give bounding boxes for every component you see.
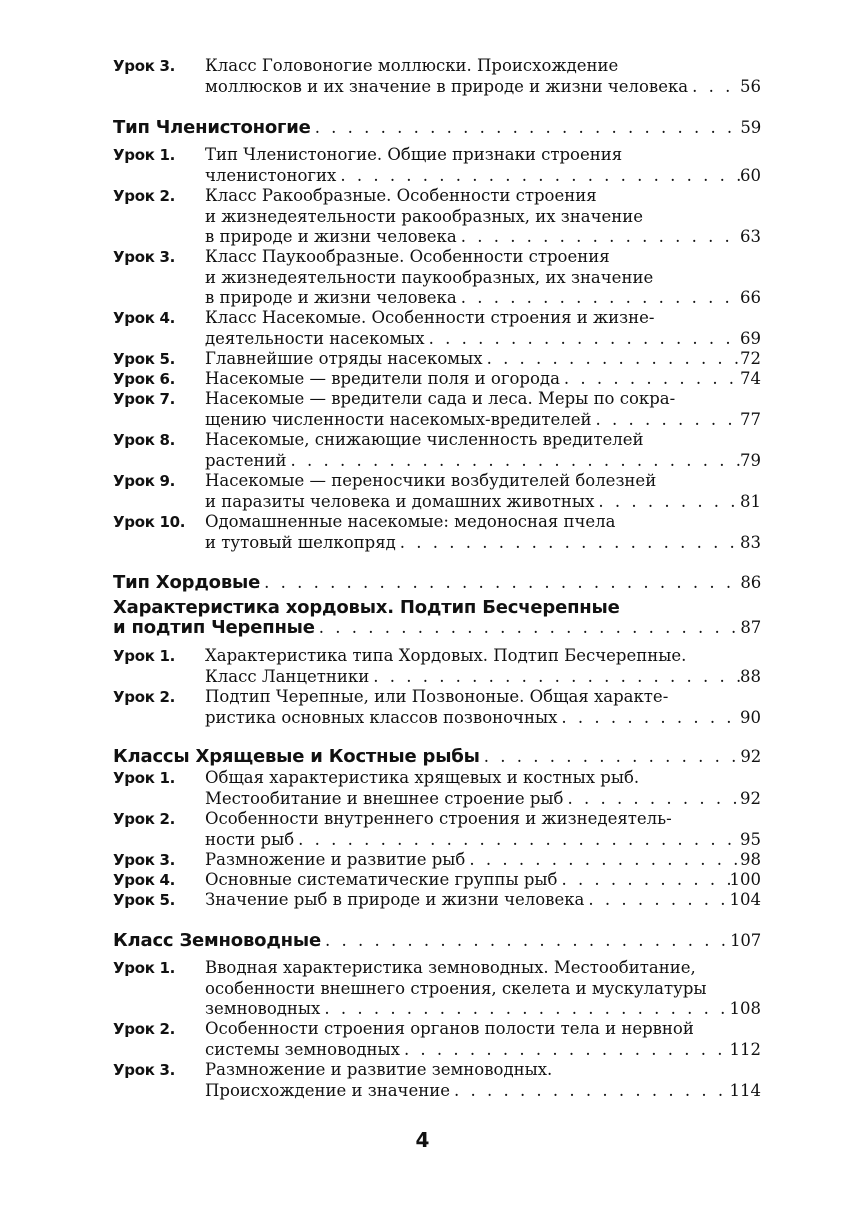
entry-text-line: Особенности внутреннего строения и жизнедеятель- <box>205 809 672 828</box>
toc-entry-lesson <box>113 512 761 553</box>
section-title: и подтип Черепные <box>113 617 315 638</box>
entry-text-line: растений <box>205 450 287 470</box>
leader-dots <box>321 931 730 951</box>
lesson-label: Урок 1. <box>113 146 176 164</box>
lesson-label: Урок 1. <box>113 769 176 787</box>
lesson-label: Урок 1. <box>113 647 176 665</box>
lesson-label: Урок 7. <box>113 390 176 408</box>
entry-text-line: моллюсков и их значение в природе и жизни человека <box>205 76 689 96</box>
toc-entry-lesson <box>113 809 761 850</box>
toc-section-heading <box>113 118 761 138</box>
leader-dots <box>369 667 740 688</box>
entry-text-line: Общая характеристика хрящевых и костных рыб. <box>205 768 640 787</box>
toc-entry-lesson <box>113 646 761 687</box>
toc-entry-lesson <box>113 1019 761 1060</box>
entry-text-line: Насекомые — вредители сада и леса. Меры по сокра- <box>205 389 676 408</box>
page-ref: 90 <box>740 707 761 727</box>
lesson-label: Урок 2. <box>113 810 176 828</box>
page-ref: 63 <box>740 227 761 246</box>
page-ref: 112 <box>729 1039 761 1059</box>
lesson-label: Урок 10. <box>113 513 186 531</box>
toc-entry-lesson <box>113 471 761 512</box>
lesson-label: Урок 5. <box>113 350 176 368</box>
entry-text-line: Основные систематические группы рыб <box>205 870 558 889</box>
toc-entry-lesson <box>113 687 761 728</box>
entry-text-line: Класс Насекомые. Особенности строения и жизне- <box>205 308 655 327</box>
toc-entry-lesson <box>113 349 761 370</box>
entry-text-line: Насекомые — переносчики возбудителей болезней <box>205 471 657 490</box>
lesson-label: Урок 5. <box>113 891 176 909</box>
page-ref: 92 <box>740 788 761 808</box>
page-ref: 107 <box>730 931 761 950</box>
toc-entry-lesson <box>113 890 761 911</box>
leader-dots <box>557 708 740 729</box>
leader-dots <box>688 77 740 98</box>
leader-dots <box>311 118 741 138</box>
leader-dots <box>483 349 740 370</box>
lesson-label: Урок 1. <box>113 959 176 977</box>
toc-section-heading <box>113 931 761 951</box>
lesson-label: Урок 6. <box>113 370 176 388</box>
leader-dots <box>465 850 740 871</box>
entry-text-line: деятельности насекомых <box>205 328 425 348</box>
page-ref: 79 <box>740 450 761 470</box>
entry-text-line: Насекомые, снижающие численность вредителей <box>205 430 644 449</box>
toc-entry-lesson <box>113 768 761 809</box>
leader-dots <box>560 369 740 390</box>
page-ref: 56 <box>740 76 761 96</box>
page-ref: 66 <box>740 288 761 307</box>
leader-dots <box>457 288 740 309</box>
leader-dots <box>287 451 740 472</box>
page-ref: 77 <box>740 409 761 429</box>
lesson-label: Урок 9. <box>113 472 176 490</box>
leader-dots <box>592 410 741 431</box>
page-ref: 104 <box>729 890 761 909</box>
entry-text-line: Размножение и развитие рыб <box>205 850 466 869</box>
leader-dots <box>396 533 740 554</box>
entry-text-line: и тутовый шелкопряд <box>205 532 396 552</box>
entry-text-line: Тип Членистоногие. Общие признаки строения <box>205 145 623 164</box>
page-ref: 87 <box>740 618 761 637</box>
page-ref: 98 <box>740 850 761 869</box>
entry-text-line: Насекомые — вредители поля и огорода <box>205 369 560 388</box>
toc-section-heading <box>113 598 761 638</box>
toc-entry-lesson <box>113 145 761 186</box>
page-ref: 60 <box>740 165 761 185</box>
toc-section-heading <box>113 573 761 593</box>
section-title: Тип Хордовые <box>113 572 261 593</box>
entry-text-line: членистоногих <box>205 165 337 185</box>
leader-dots <box>336 166 740 187</box>
entry-text-line: Класс Ракообразные. Особенности строения <box>205 186 597 205</box>
section-title: Тип Членистоногие <box>113 117 311 138</box>
page-ref: 59 <box>740 118 761 137</box>
entry-text-line: Местообитание и внешнее строение рыб <box>205 788 564 808</box>
lesson-label: Урок 2. <box>113 187 176 205</box>
page-ref: 100 <box>729 870 761 889</box>
lesson-label: Урок 8. <box>113 431 176 449</box>
page-ref: 74 <box>740 369 761 388</box>
leader-dots <box>320 999 729 1020</box>
entry-text-line: и жизнедеятельности паукообразных, их значение <box>205 267 654 287</box>
page-number: 4 <box>415 1128 430 1152</box>
toc-entry-lesson <box>113 369 761 390</box>
entry-text-line: особенности внешнего строения, скелета и мускулатуры <box>205 978 707 998</box>
lesson-label: Урок 3. <box>113 851 176 869</box>
leader-dots <box>425 329 740 350</box>
lesson-label: Урок 2. <box>113 688 176 706</box>
section-title: Классы Хрящевые и Костные рыбы <box>113 746 480 767</box>
toc-entry-lesson <box>113 56 761 97</box>
lesson-label: Урок 2. <box>113 1020 176 1038</box>
entry-text-line: земноводных <box>205 999 321 1018</box>
entry-text-line: в природе и жизни человека <box>205 288 457 307</box>
toc-section-heading <box>113 747 761 767</box>
lesson-label: Урок 3. <box>113 1061 176 1079</box>
entry-text-line: Значение рыб в природе и жизни человека <box>205 890 585 909</box>
entry-text-line: щению численности насекомых-вредителей <box>205 409 592 429</box>
lesson-label: Урок 4. <box>113 309 176 327</box>
entry-text-line: Класс Головоногие моллюски. Происхождение <box>205 56 619 75</box>
toc-entry-lesson <box>113 247 761 309</box>
entry-text-line: Особенности строения органов полости тела и нервной <box>205 1019 694 1038</box>
lesson-label: Урок 4. <box>113 871 176 889</box>
entry-text-line: Происхождение и значение <box>205 1080 450 1100</box>
leader-dots <box>315 618 741 638</box>
toc-entry-lesson <box>113 186 761 248</box>
page-ref: 92 <box>740 747 761 766</box>
page-ref: 95 <box>740 829 761 849</box>
leader-dots <box>294 830 740 851</box>
section-title: Класс Земноводные <box>113 930 321 951</box>
page-ref: 108 <box>729 999 761 1018</box>
toc-entry-lesson <box>113 389 761 430</box>
page-ref: 81 <box>740 491 761 511</box>
lesson-label: Урок 3. <box>113 57 176 75</box>
entry-text-line: в природе и жизни человека <box>205 227 457 246</box>
leader-dots <box>584 890 729 911</box>
entry-text-line: и жизнедеятельности ракообразных, их значение <box>205 206 644 226</box>
leader-dots <box>480 747 741 767</box>
entry-text-line: ности рыб <box>205 829 295 849</box>
page-ref: 69 <box>740 328 761 348</box>
entry-text-line: и паразиты человека и домашних животных <box>205 491 595 511</box>
entry-text-line: Главнейшие отряды насекомых <box>205 349 483 368</box>
toc-entry-lesson <box>113 850 761 871</box>
toc-entry-lesson <box>113 430 761 471</box>
lesson-label: Урок 3. <box>113 248 176 266</box>
leader-dots <box>557 870 729 891</box>
leader-dots <box>457 227 740 248</box>
page-ref: 88 <box>740 666 761 686</box>
page-ref: 114 <box>729 1080 761 1100</box>
entry-text-line: Размножение и развитие земноводных. <box>205 1060 553 1079</box>
toc-entry-lesson <box>113 958 761 1020</box>
entry-text-line: системы земноводных <box>205 1039 400 1059</box>
leader-dots <box>400 1040 730 1061</box>
entry-text-line: Подтип Черепные, или Позвононые. Общая характе- <box>205 687 669 706</box>
entry-text-line: Вводная характеристика земноводных. Местообитание, <box>205 958 696 977</box>
entry-text-line: ристика основных классов позвоночных <box>205 707 558 727</box>
toc-entry-lesson <box>113 1060 761 1101</box>
leader-dots <box>563 789 740 810</box>
entry-text-line: Класс Паукообразные. Особенности строения <box>205 247 610 266</box>
toc-entry-lesson <box>113 308 761 349</box>
leader-dots <box>450 1081 730 1102</box>
page-ref: 83 <box>740 532 761 552</box>
entry-text-line: Одомашненные насекомые: медоносная пчела <box>205 512 616 531</box>
entry-text-line: Характеристика типа Хордовых. Подтип Бесчерепные. <box>205 646 687 665</box>
section-title: Характеристика хордовых. Подтип Бесчерепные <box>113 597 620 618</box>
toc-entry-lesson <box>113 870 761 891</box>
page-ref: 86 <box>740 573 761 592</box>
page-ref: 72 <box>740 349 761 368</box>
entry-text-line: Класс Ланцетники <box>205 666 370 686</box>
leader-dots <box>260 573 740 593</box>
leader-dots <box>594 492 740 513</box>
